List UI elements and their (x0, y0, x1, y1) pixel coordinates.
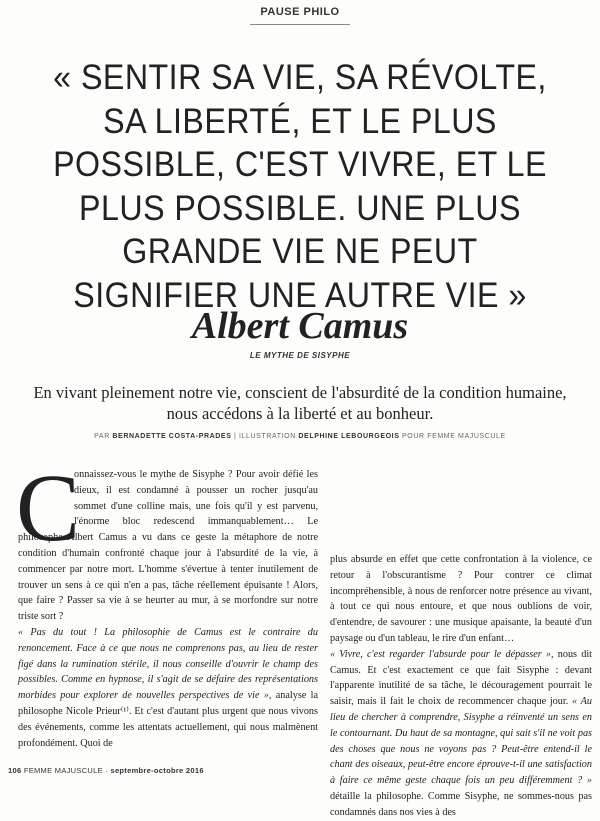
quote-line: GRANDE VIE NE PEUT (122, 232, 478, 271)
credits-pour: POUR FEMME MAJUSCULE (402, 433, 506, 440)
issue-date: septembre-octobre 2016 (110, 766, 204, 775)
quote-author: Albert Camus (191, 305, 409, 347)
quote-line: PLUS POSSIBLE. UNE PLUS (79, 188, 521, 228)
article-right-column (330, 552, 592, 821)
bottom-text: détaille la philosophe. Comme Sisyphe, ne sommes-nous pas condamnés dans nos vies à des (330, 790, 592, 818)
page-footer: 106 FEMME MAJUSCULE · septembre-octobre 2016 (8, 766, 204, 775)
magazine-name: FEMME MAJUSCULE (23, 766, 103, 775)
paragraph-two: , analyse la philosophe Nicole Prieur⁽¹⁾. Et c'est d'autant plus urgent que nous vivons des événements, comme les attentats actuellement, qui nous malmènent profondément. Quoi de (18, 690, 318, 749)
quote-camus: « Vivre, c'est regarder l'absurde pour le dépasser » (330, 648, 552, 660)
quote-line: SIGNIFIER UNE AUTRE VIE » (73, 275, 527, 315)
credits-illustration: ILLUSTRATION (239, 433, 296, 440)
article-paragraph (330, 647, 592, 821)
quote-line: « SENTIR SA VIE, SA RÉVOLTE, (53, 58, 547, 97)
quote-line: POSSIBLE, C'EST VIVRE, ET LE (53, 145, 547, 184)
credits-illustrator: DELPHINE LEBOURGEOIS (298, 433, 400, 440)
section-divider (250, 24, 350, 25)
intro-text: onnaissez-vous le mythe de Sisyphe ? Pour avoir défié les dieux, il est condamné à pousser un rocher jusqu'au sommet d'une colline mais, une fois qu'il y est parvenu, l'énorme bloc redescend immanquablement… (74, 469, 318, 528)
article-lead: En vivant pleinement notre vie, conscient de l'absurdité de la condition humaine, nous accédons à la liberté et au bonheur. (33, 383, 567, 423)
quote-prieur: « Pas du tout ! La philosophie de Camus est le contraire du renoncement. Face à ce que nous ne comprenons pas, au lieu de rester figé dans la rumination stérile, il nous conseille d'ouvrir le champ des possibles. Comme en hypnose, il s'agit de se défaire des représentations morbides pour explorer de nouvelles perspectives de vie » (18, 626, 318, 702)
intro-rest: Le philosophe Albert Camus a vu dans ce geste la métaphore de notre condition d'humain confronté chaque jour à l'absurdité de la vie, à commencer par notre mort. L'homme s'évertue à tenter inutilement de trouver un sens à ce qui n'en a pas, tâche réellement épuisante ! Alors, que faire ? Passer sa vie à se heurter au mur, à se morfondre sur notre triste sort ? (18, 516, 318, 623)
pull-quote (33, 56, 567, 317)
right-column-text-2: , nous dit Camus. Et c'est exactement ce que fait Sisyphe : devant l'apparente inutilité de sa tâche, le découragement pourrait le saisir, mais il fait le choix de recommencer chaque jour. (330, 648, 592, 708)
credits-par: PAR (94, 433, 110, 440)
credits-author: BERNADETTE COSTA-PRADES (112, 433, 232, 440)
article-intro (16, 454, 318, 751)
section-label: PAUSE PHILO (260, 6, 340, 18)
quote-line: SA LIBERTÉ, ET LE PLUS (103, 101, 497, 141)
article-credits (0, 433, 600, 440)
right-column-text: plus absurde en effet que cette confrontation à la violence, ce retour à l'obscurantisme ? Pour contrer ce climat incompréhensible, à nous de renforcer notre présence au vivant, à tout ce qui nous entoure, et que nous oublions de voir, d'entendre, de savourer : une musique apaisante, la beauté d'un paysage ou d'un tableau, le rire d'un enfant… (330, 554, 592, 644)
quote-sisyphe: « Au lieu de chercher à comprendre, Sisyphe a réinventé un sens en le contournant. Du haut de sa montagne, qui sait s'il ne voit pas des choses que nous ne voyons pas ? Peut-être entend-il le chant des oiseaux, peut-être encore éprouve-t-il une satisfaction à faire ce même geste chaque fois un peu différemment ? » (330, 696, 593, 787)
article-paragraph (16, 454, 318, 625)
credits-separator: | (234, 433, 237, 440)
article-paragraph (330, 552, 592, 647)
article-paragraph (18, 625, 318, 751)
drop-cap: C (16, 454, 81, 561)
page-number: 106 (8, 766, 22, 775)
quote-source: LE MYTHE DE SISYPHE (249, 351, 351, 360)
